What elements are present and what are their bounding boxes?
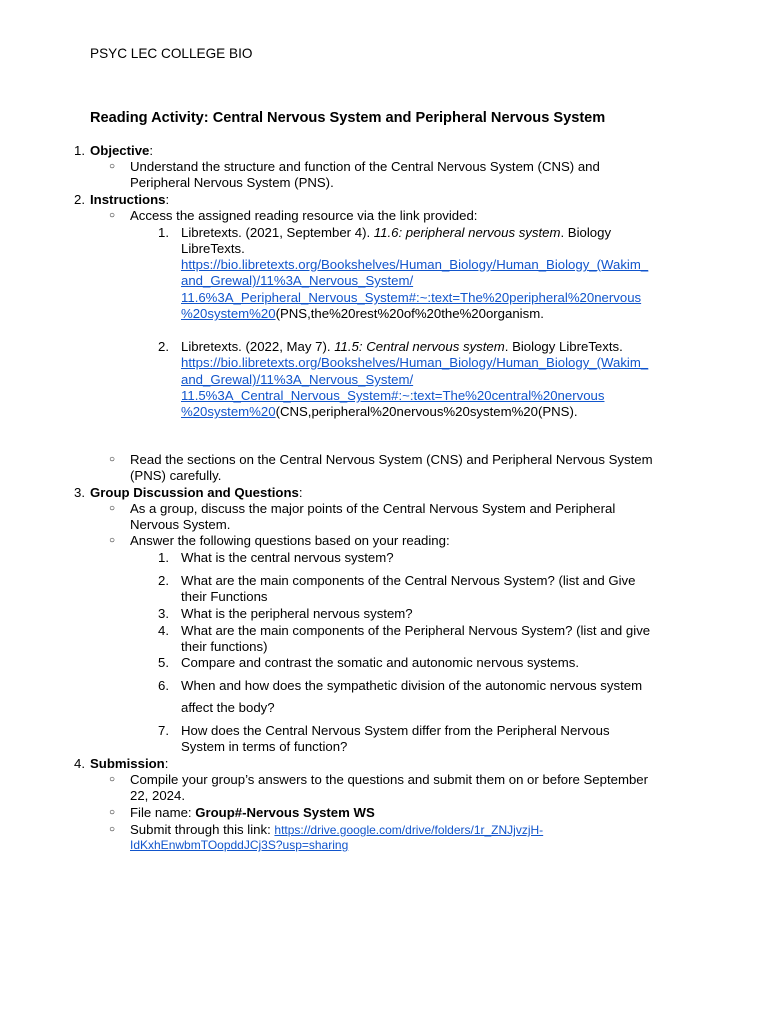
citation-author-date: Libretexts. (2022, May 7). [181,339,335,354]
reference-tail-text: (PNS,the%20rest%20of%20the%20organism. [275,306,544,321]
bullet-icon: ○ [109,535,116,546]
reference-link-line[interactable]: and_Grewal)/11%3A_Nervous_System/ [181,372,414,387]
submission-link-cont[interactable] [130,837,348,853]
bullet-text: Peripheral Nervous System (PNS). [130,175,334,190]
question-text: How does the Central Nervous System differ from the Peripheral Nervous [181,723,610,738]
reference-citation [181,339,623,355]
section-objective-heading [90,143,153,159]
citation-publisher: . Biology [560,225,612,240]
citation-publisher: . Biology LibreTexts. [504,339,623,354]
colon: : [165,192,170,207]
submission-link[interactable]: https://drive.google.com/drive/folders/1r_ZNJjvzjH- [274,823,544,837]
document-header: PSYC LEC COLLEGE BIO [90,46,253,61]
reference-link-line[interactable]: %20system%20 [181,306,276,321]
file-name-line [130,805,375,821]
bullet-text: (PNS) carefully. [130,468,222,483]
question-text: What are the main components of the Central Nervous System? (list and Give [181,573,636,588]
bullet-icon: ○ [109,774,116,785]
section-instructions-heading [90,192,169,208]
section-heading-text: Instructions [90,192,166,207]
bullet-text: As a group, discuss the major points of the Central Nervous System and Peripheral [130,501,616,516]
question-text: their functions) [181,639,268,654]
question-text: their Functions [181,589,268,604]
colon: : [298,485,303,500]
question-text: Compare and contrast the somatic and autonomic nervous systems. [181,655,580,670]
list-number-1: 1. [74,143,85,158]
submission-link-label: Submit through this link: [130,822,275,837]
submission-link-line [130,822,543,838]
bullet-text: Read the sections on the Central Nervous System (CNS) and Peripheral Nervous System [130,452,653,467]
bullet-text: Nervous System. [130,517,231,532]
submission-link[interactable]: IdKxhEnwbmTOopddJCj3S?usp=sharing [130,838,349,852]
reference-link-line[interactable]: %20system%20 [181,404,276,419]
reference-link-with-tail[interactable] [181,306,544,322]
colon: : [164,756,169,771]
reference-link[interactable] [181,273,413,289]
reference-link[interactable] [181,290,641,306]
bullet-text: 22, 2024. [130,788,185,803]
bullet-text: Understand the structure and function of the Central Nervous System (CNS) and [130,159,600,174]
bullet-icon: ○ [109,824,116,835]
reference-link[interactable] [181,355,648,371]
question-number: 3. [158,606,169,621]
question-text: affect the body? [181,700,275,715]
reference-number-1: 1. [158,225,169,240]
list-number-2: 2. [74,192,85,207]
section-submission-heading [90,756,168,772]
reference-link-line[interactable]: https://bio.libretexts.org/Bookshelves/Human_Biology/Human_Biology_(Wakim_ [181,257,649,272]
question-number: 1. [158,550,169,565]
reference-citation [181,225,611,241]
bullet-text: Compile your group’s answers to the questions and submit them on or before September [130,772,649,787]
citation-title: 11.5: Central nervous system [334,339,505,354]
file-name-value: Group#-Nervous System WS [195,805,375,820]
section-discussion-heading [90,485,303,501]
question-number: 6. [158,678,169,693]
question-text: When and how does the sympathetic division of the autonomic nervous system [181,678,643,693]
citation-publisher-cont: LibreTexts. [181,241,245,256]
reference-link[interactable] [181,372,413,388]
list-number-3: 3. [74,485,85,500]
question-text: What are the main components of the Peripheral Nervous System? (list and give [181,623,651,638]
list-number-4: 4. [74,756,85,771]
file-name-label: File name: [130,805,196,820]
section-heading-text: Objective [90,143,150,158]
bullet-text: Answer the following questions based on your reading: [130,533,450,548]
bullet-icon: ○ [109,161,116,172]
citation-title: 11.6: peripheral nervous system [373,225,561,240]
reference-link-line[interactable]: 11.5%3A_Central_Nervous_System#:~:text=The%20central%20nervous [181,388,605,403]
reference-link[interactable] [181,257,648,273]
bullet-icon: ○ [109,503,116,514]
citation-author-date: Libretexts. (2021, September 4). [181,225,374,240]
section-heading-text: Submission [90,756,165,771]
bullet-text: Access the assigned reading resource via the link provided: [130,208,478,223]
document-title: Reading Activity: Central Nervous System and Peripheral Nervous System [90,110,606,126]
colon: : [149,143,154,158]
reference-link-line[interactable]: https://bio.libretexts.org/Bookshelves/Human_Biology/Human_Biology_(Wakim_ [181,355,649,370]
bullet-icon: ○ [109,807,116,818]
question-number: 2. [158,573,169,588]
reference-link[interactable] [181,388,604,404]
section-heading-text: Group Discussion and Questions [90,485,299,500]
bullet-icon: ○ [109,454,116,465]
question-text: What is the peripheral nervous system? [181,606,413,621]
question-text: System in terms of function? [181,739,348,754]
reference-link-line[interactable]: 11.6%3A_Peripheral_Nervous_System#:~:text=The%20peripheral%20nervous [181,290,642,305]
question-number: 7. [158,723,169,738]
reference-tail-text: (CNS,peripheral%20nervous%20system%20(PNS). [275,404,578,419]
question-number: 4. [158,623,169,638]
bullet-icon: ○ [109,210,116,221]
reference-link-with-tail[interactable] [181,404,578,420]
question-text: What is the central nervous system? [181,550,394,565]
question-number: 5. [158,655,169,670]
reference-link-line[interactable]: and_Grewal)/11%3A_Nervous_System/ [181,273,414,288]
reference-number-2: 2. [158,339,169,354]
